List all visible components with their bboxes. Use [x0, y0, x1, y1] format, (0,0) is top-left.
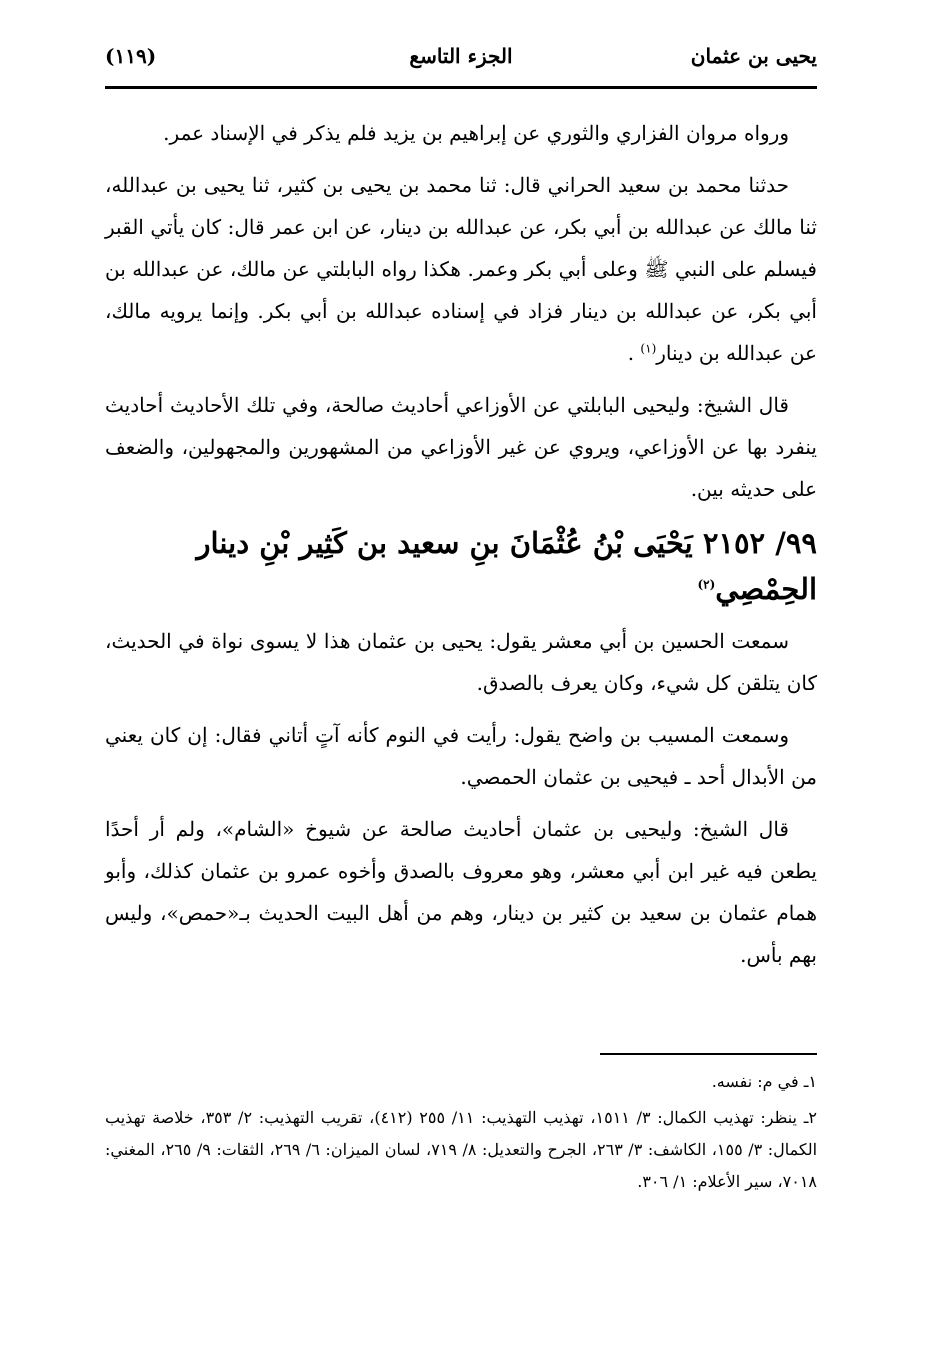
- footnotes: [105, 1066, 817, 1202]
- footnote-2: ٢ـ ينظر: تهذيب الكمال: ٣/ ١٥١١، تهذيب التهذيب: ١١/ ٢٥٥ (٤١٢)، تقريب التهذيب: ٢/ ٣٥٣، خلاصة تهذيب الكمال: ٣/ ١٥٥، الكاشف: ٣/ ٢٦٣، الجرح والتعديل: ٨/ ٧١٩، لسان الميزان: ٦/ ٢٦٩، الثقات: ٩/ ٢٦٥، المغني: ٧٠١٨، سير الأعلام: ١/ ٣٠٦.: [105, 1108, 818, 1191]
- paragraph-6: قال الشيخ: وليحيى بن عثمان أحاديث صالحة عن شيوخ «الشام»، ولم أر أحدًا يطعن فيه غير ابن أبي معشر، وهو معروف بالصدق وأخوه عمرو بن عثمان كذلك، وأبو همام عثمان بن سعيد بن كثير بن دينار، وهم من أهل البيت الحديث بـ«حمص»، وليس بهم بأس.: [105, 817, 818, 967]
- paragraph-2: [105, 164, 817, 374]
- running-title: يحيى بن عثمان: [690, 44, 817, 68]
- entry-heading: [105, 520, 817, 612]
- page-header: [105, 40, 817, 84]
- footnote-1: ١ـ في م: نفسه.: [711, 1072, 817, 1091]
- footnote-ref-1: (١): [640, 341, 657, 356]
- paragraph-3: قال الشيخ: وليحيى البابلتي عن الأوزاعي أحاديث صالحة، وفي تلك الأحاديث أحاديث ينفرد بها عن الأوزاعي، ويروي عن غير الأوزاعي من المشهورين والمجهولين، والضعف على حديثه بين.: [105, 393, 817, 501]
- paragraph-2-text: حدثنا محمد بن سعيد الحراني قال: ثنا محمد بن يحيى بن كثير، ثنا يحيى بن عبدالله، ثنا مالك عن عبدالله بن أبي بكر، عن عبدالله بن دينار، عن ابن عمر قال: كان يأتي القبر فيسلم على النبي ﷺ وعلى أبي بكر وعمر. هكذا رواه البابلتي عن مالك، عن عبدالله بن أبي بكر، عن عبدالله بن دينار فزاد في إسناده عبدالله بن أبي بكر. وإنما يرويه مالك، عن عبدالله بن دينار: [105, 173, 817, 365]
- footnote-ref-2: (٢): [697, 577, 716, 592]
- paragraph-2-end: .: [627, 341, 641, 365]
- volume-title: الجزء التاسع: [409, 44, 513, 68]
- page-number: (١١٩): [105, 44, 157, 68]
- paragraph-1: ورواه مروان الفزاري والثوري عن إبراهيم بن يزيد فلم يذكر في الإسناد عمر.: [163, 121, 789, 145]
- footnote-rule: [600, 1053, 817, 1055]
- main-text: [105, 112, 817, 986]
- paragraph-5: وسمعت المسيب بن واضح يقول: رأيت في النوم كأنه آتٍ أتاني فقال: إن كان يعني من الأبدال أحد ـ فيحيى بن عثمان الحمصي.: [105, 723, 817, 789]
- entry-heading-text: ٩٩/ ٢١٥٢ يَحْيَى بْنُ عُثْمَانَ بنِ سعيد بن كَثِير بْنِ دينار الحِمْصِي: [196, 526, 817, 606]
- header-rule: [105, 86, 817, 89]
- paragraph-4: سمعت الحسين بن أبي معشر يقول: يحيى بن عثمان هذا لا يسوى نواة في الحديث، كان يتلقن كل شيء، وكان يعرف بالصدق.: [105, 629, 817, 695]
